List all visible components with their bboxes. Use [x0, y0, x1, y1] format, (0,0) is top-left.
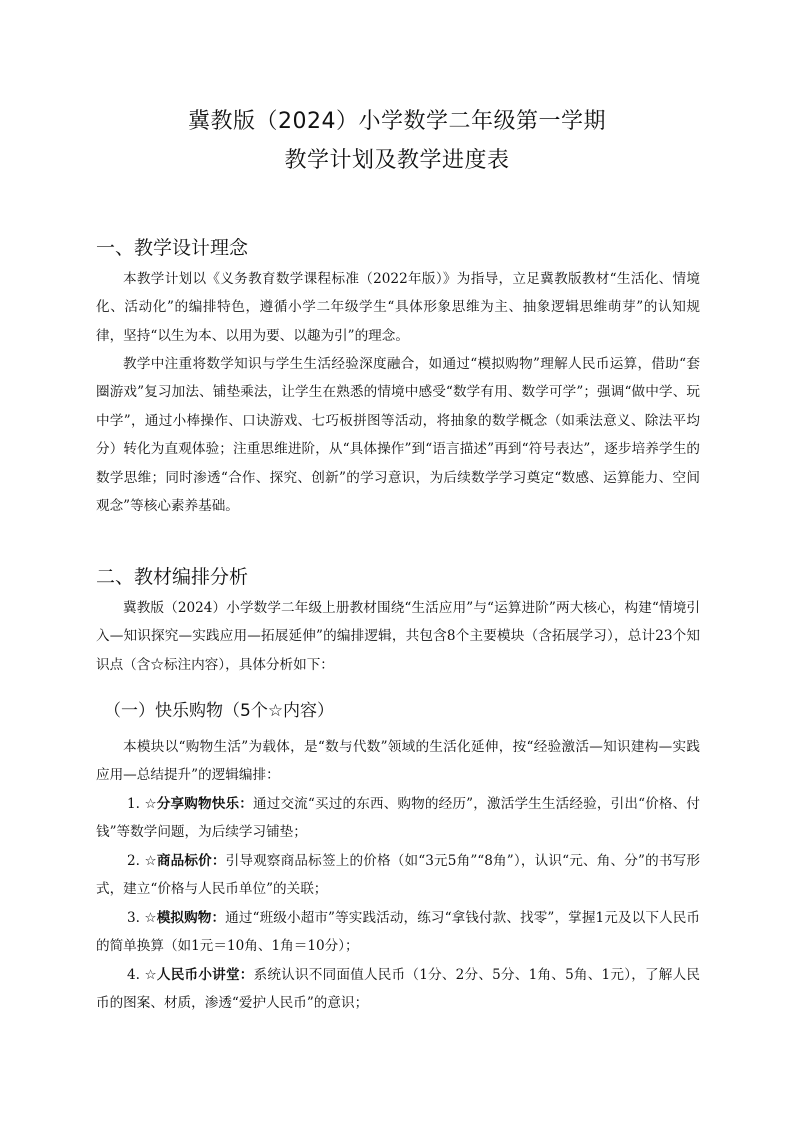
star-icon: ☆	[144, 967, 157, 983]
document-subtitle: 教学计划及教学进度表	[284, 148, 510, 173]
item-label: 人民币小讲堂：	[156, 967, 254, 983]
subsection-heading: （一）快乐购物（5个☆内容）	[104, 701, 335, 721]
paragraph: 本模块以“购物生活”为载体，是“数与代数”领域的生活化延伸，按“经验激活—知识建构—实践应用—总结提升”的逻辑编排：	[96, 739, 700, 784]
item-number: 4.	[127, 967, 140, 983]
document-title: 冀教版（2024）小学数学二年级第一学期	[188, 109, 606, 134]
item-label: 商品标价：	[156, 853, 226, 869]
paragraph: 本教学计划以《义务教育数学课程标准（2022年版）》为指导，立足冀教版教材“生活化、情境化、活动化”的编排特色，遵循小学二年级学生“具体形象思维为主、抽象逻辑思维萌芽”的认知规律，坚持“以生为本、以用为要、以趣为引”的理念。	[96, 271, 700, 344]
item-label: 分享购物快乐：	[156, 796, 253, 812]
star-icon: ☆	[144, 853, 157, 869]
section-heading: 一、教学设计理念	[96, 237, 249, 259]
item-text: 引导观察商品标签上的价格（如“3元5角”“8角”），认识“元、角、分”的书写形式，建立“价格与人民币单位”的关联；	[96, 853, 701, 898]
paragraph: 教学中注重将数学知识与学生生活经验深度融合，如通过“模拟购物”理解人民币运算，借助“套圈游戏”复习加法、铺垫乘法，让学生在熟悉的情境中感受“数学有用、数学可学”；强调“做中学、玩中学”，通过小棒操作、口诀游戏、七巧板拼图等活动，将抽象的数学概念（如乘法意义、除法平均分）转化为直观体验；注重思维进阶，从“具体操作”到“语言描述”再到“符号表达”，逐步培养学生的数学思维；同时渗透“合作、探究、创新”的学习意识，为后续数学学习奠定“数感、运算能力、空间观念”等核心素养基础。	[96, 356, 700, 515]
item-number: 2.	[127, 853, 140, 869]
item-label: 模拟购物：	[156, 910, 226, 926]
item-number: 3.	[127, 910, 140, 926]
section-heading: 二、教材编排分析	[96, 566, 249, 588]
list-item	[96, 961, 700, 1018]
star-icon: ☆	[144, 910, 157, 926]
item-text: 通过交流“买过的东西、购物的经历”，激活学生生活经验，引出“价格、付钱”等数学问题，为后续学习铺垫；	[96, 796, 700, 841]
item-number: 1.	[127, 796, 140, 812]
list-item	[96, 847, 700, 904]
list-item	[96, 904, 700, 961]
list-item	[96, 790, 700, 847]
item-text: 系统认识不同面值人民币（1分、2分、5分、1角、5角、1元），了解人民币的图案、材质，渗透“爱护人民币”的意识；	[96, 967, 701, 1012]
star-icon: ☆	[144, 796, 157, 812]
item-text: 通过“班级小超市”等实践活动，练习“拿钱付款、找零”，掌握1元及以下人民币的简单换算（如1元＝10角、1角＝10分）；	[96, 910, 701, 955]
paragraph: 冀教版（2024）小学数学二年级上册教材围绕“生活应用”与“运算进阶”两大核心，构建“情境引入—知识探究—实践应用—拓展延伸”的编排逻辑，共包含8个主要模块（含拓展学习），总计23个知识点（含☆标注内容），具体分析如下：	[96, 600, 700, 673]
